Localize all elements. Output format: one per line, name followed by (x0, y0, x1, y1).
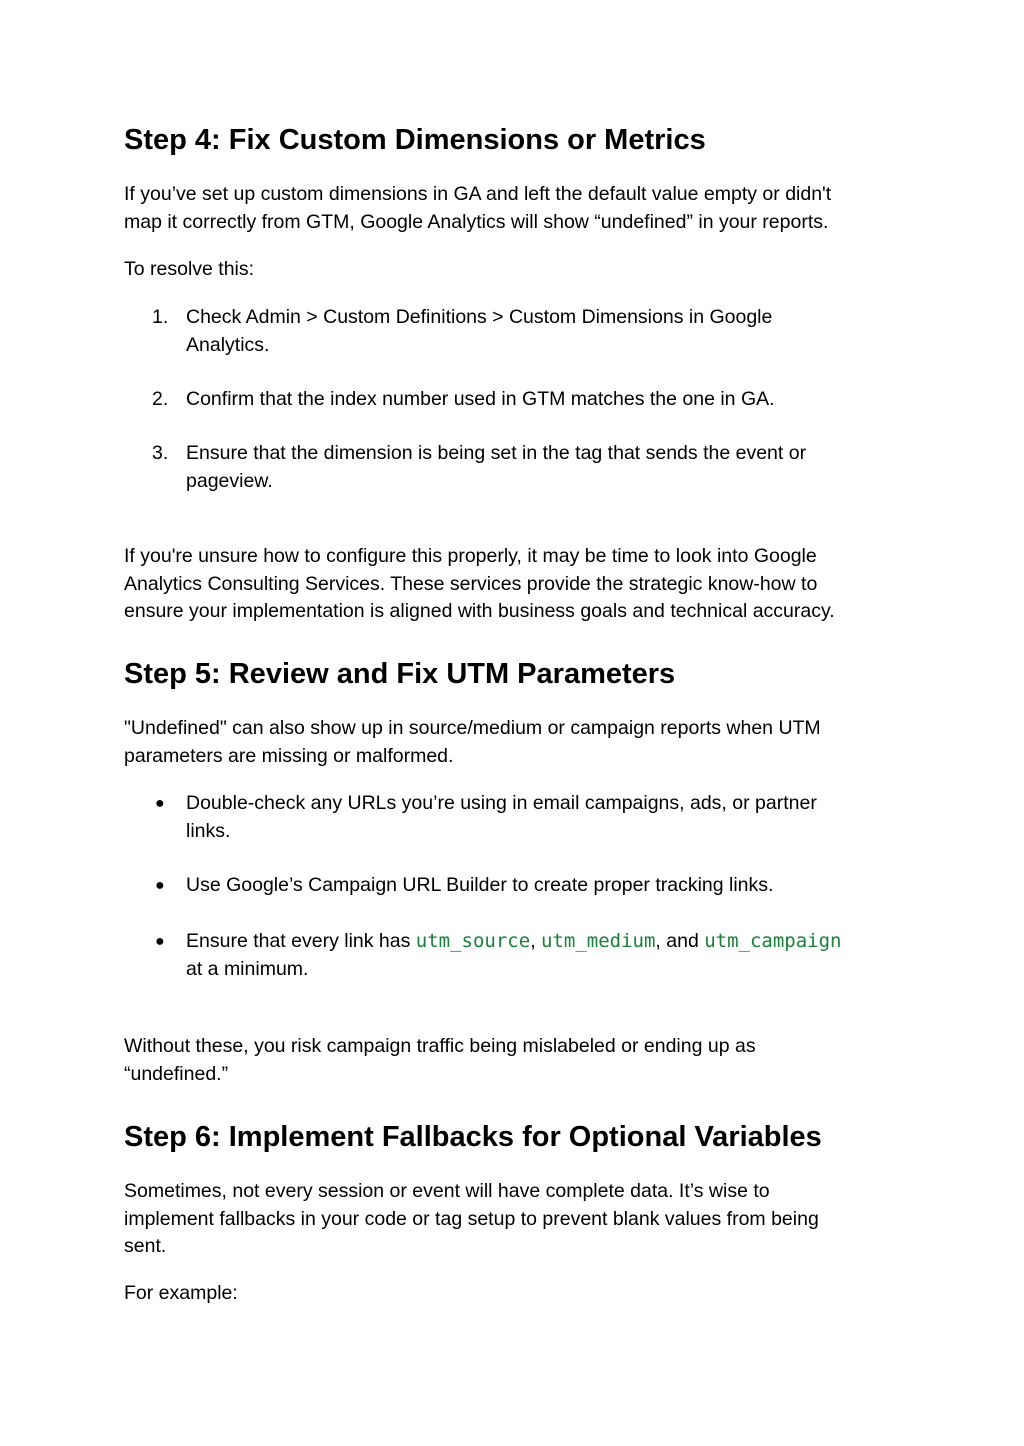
step6-intro (124, 1178, 894, 1261)
step6-intro-line2: implement fallbacks in your code or tag setup to prevent blank values from being (124, 1207, 819, 1230)
step5-intro-line1: "Undefined" can also show up in source/medium or campaign reports when UTM (124, 717, 821, 739)
code-utm-campaign: utm_campaign (704, 930, 842, 952)
list-item-text (186, 386, 896, 414)
list-item-text (186, 790, 896, 845)
list-item-text (186, 440, 896, 495)
step4-resolve: To resolve this: (124, 258, 255, 280)
code-utm-source: utm_source (415, 930, 531, 952)
step5-heading: Step 5: Review and Fix UTM Parameters (124, 658, 676, 690)
step5-intro-line2: parameters are missing or malformed. (124, 744, 454, 767)
list-item-prefix: Ensure that every link has (186, 930, 416, 952)
step5-outro (124, 1033, 894, 1088)
step6-intro-line3: sent. (124, 1235, 167, 1257)
step5-outro-line1: Without these, you risk campaign traffic being mislabeled or ending up as (124, 1035, 756, 1057)
step5-intro (124, 715, 894, 770)
step4-outro-line2: Analytics Consulting Services. These services provide the strategic know-how to (124, 572, 818, 595)
list-item-text (186, 928, 916, 983)
bullet-dot-icon: ● (155, 877, 165, 894)
bullet-dot-icon: ● (155, 795, 165, 812)
list-number: 2. (152, 388, 169, 410)
code-utm-medium: utm_medium (541, 930, 656, 952)
list-item-line1: Ensure that the dimension is being set in the tag that sends the event or (186, 442, 807, 464)
list-item-text (186, 872, 896, 900)
step5-outro-line2: “undefined.” (124, 1062, 229, 1085)
list-item-line2: links. (186, 819, 231, 842)
list-item-line2: Analytics. (186, 333, 270, 356)
bullet-dot-icon: ● (155, 933, 165, 950)
list-item-line1: Confirm that the index number used in GTM matches the one in GA. (186, 388, 775, 410)
step4-heading: Step 4: Fix Custom Dimensions or Metrics (124, 124, 706, 156)
step4-intro-line2: map it correctly from GTM, Google Analytics will show “undefined” in your reports. (124, 210, 829, 233)
list-item-line1: Check Admin > Custom Definitions > Custom Dimensions in Google (186, 306, 773, 328)
list-item-line1: Use Google’s Campaign URL Builder to create proper tracking links. (186, 874, 774, 896)
step4-outro-line1: If you're unsure how to configure this properly, it may be time to look into Google (124, 545, 817, 567)
step4-intro-line1: If you’ve set up custom dimensions in GA and left the default value empty or didn't (124, 183, 832, 205)
separator: , (530, 930, 542, 952)
list-item-text (186, 304, 896, 359)
list-item-line2: at a minimum. (186, 957, 309, 980)
step4-intro (124, 181, 894, 236)
step4-outro-line3: ensure your implementation is aligned with business goals and technical accuracy. (124, 600, 835, 622)
list-item-line2: pageview. (186, 469, 273, 492)
step4-outro (124, 543, 894, 626)
list-item-line1: Double-check any URLs you’re using in email campaigns, ads, or partner (186, 792, 817, 814)
list-number: 3. (152, 442, 169, 464)
step6-example: For example: (124, 1282, 238, 1304)
step6-intro-line1: Sometimes, not every session or event will have complete data. It’s wise to (124, 1180, 770, 1202)
step6-heading: Step 6: Implement Fallbacks for Optional Variables (124, 1121, 822, 1153)
list-number: 1. (152, 306, 169, 328)
separator: , and (655, 930, 705, 952)
